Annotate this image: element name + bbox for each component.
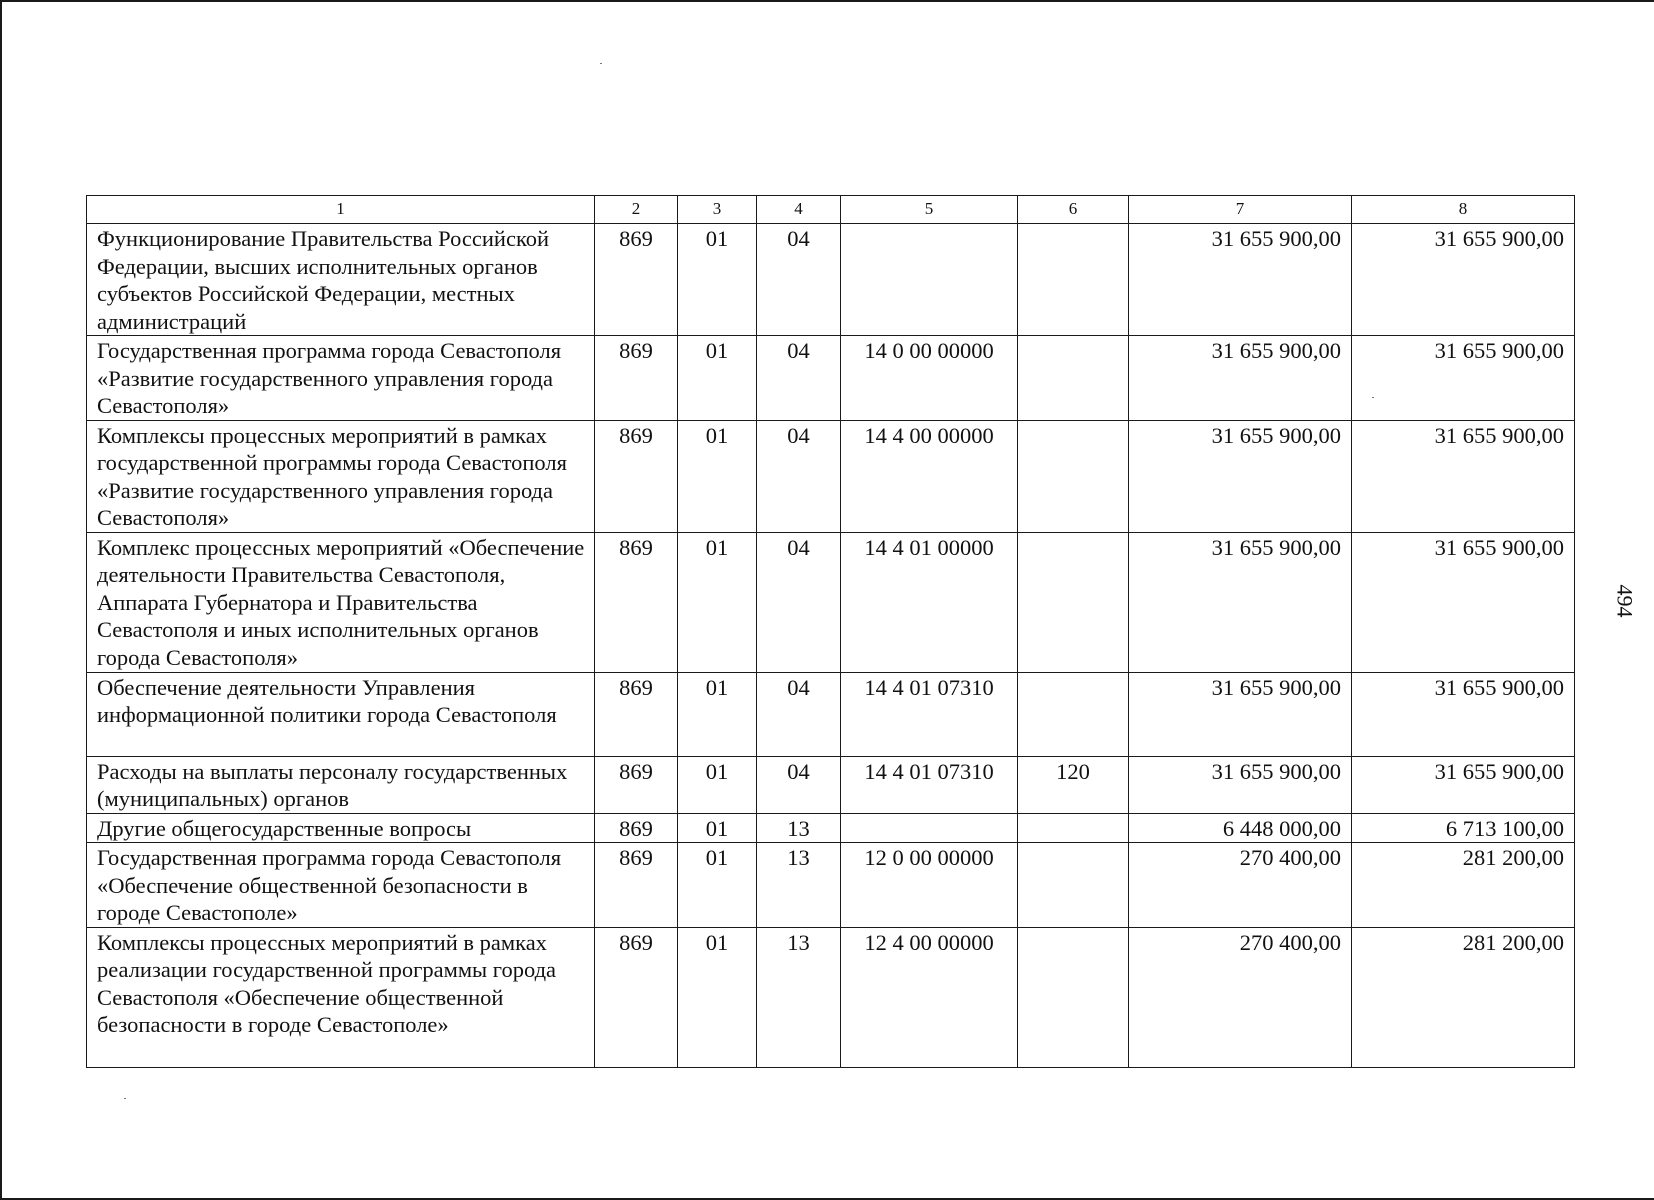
- row-col-7: 6 448 000,00: [1129, 813, 1352, 843]
- row-col-2: 869: [595, 927, 678, 1067]
- table-row: [87, 336, 1575, 421]
- row-col-4: 13: [757, 843, 841, 928]
- row-col-7: 270 400,00: [1129, 927, 1352, 1067]
- row-col-6: [1018, 672, 1129, 756]
- row-col-4: 04: [757, 532, 841, 672]
- row-col-7: 270 400,00: [1129, 843, 1352, 928]
- row-col-2: 869: [595, 224, 678, 336]
- budget-table: [86, 195, 1575, 1068]
- row-col-8: 31 655 900,00: [1352, 420, 1575, 532]
- row-col-3: 01: [678, 336, 757, 421]
- row-col-3: 01: [678, 813, 757, 843]
- row-col-3: 01: [678, 420, 757, 532]
- row-name: Расходы на выплаты персоналу государственных (муниципальных) органов: [87, 756, 595, 813]
- row-col-5: 14 4 01 07310: [841, 756, 1018, 813]
- header-cell-2: 2: [595, 196, 678, 224]
- row-col-4: 13: [757, 927, 841, 1067]
- row-col-7: 31 655 900,00: [1129, 420, 1352, 532]
- row-col-4: 04: [757, 756, 841, 813]
- row-col-4: 04: [757, 420, 841, 532]
- table-row: [87, 532, 1575, 672]
- table-row: [87, 756, 1575, 813]
- row-col-2: 869: [595, 843, 678, 928]
- page-number: 494: [1612, 584, 1638, 618]
- row-col-8: 31 655 900,00: [1352, 756, 1575, 813]
- row-col-5: [841, 224, 1018, 336]
- row-col-4: 04: [757, 672, 841, 756]
- header-cell-6: 6: [1018, 196, 1129, 224]
- row-col-5: [841, 813, 1018, 843]
- row-name: Комплексы процессных мероприятий в рамках государственной программы города Севастополя «Развитие государственного управления города Севастополя»: [87, 420, 595, 532]
- header-row: [87, 196, 1575, 224]
- row-col-6: [1018, 927, 1129, 1067]
- row-name: Комплексы процессных мероприятий в рамках реализации государственной программы города Севастополя «Обеспечение общественной безопасности в городе Севастополе»: [87, 927, 595, 1067]
- header-cell-3: 3: [678, 196, 757, 224]
- row-col-2: 869: [595, 813, 678, 843]
- row-name: Функционирование Правительства Российской Федерации, высших исполнительных органов субъектов Российской Федерации, местных администраций: [87, 224, 595, 336]
- scan-speck: [124, 1098, 126, 1099]
- row-col-6: [1018, 843, 1129, 928]
- row-col-7: 31 655 900,00: [1129, 532, 1352, 672]
- table-row: [87, 420, 1575, 532]
- table-row: [87, 224, 1575, 336]
- row-col-5: 14 4 00 00000: [841, 420, 1018, 532]
- scan-speck: [600, 63, 602, 64]
- row-col-3: 01: [678, 756, 757, 813]
- row-name: Государственная программа города Севастополя «Обеспечение общественной безопасности в городе Севастополе»: [87, 843, 595, 928]
- row-col-8: 31 655 900,00: [1352, 224, 1575, 336]
- row-col-8: 31 655 900,00: [1352, 532, 1575, 672]
- row-col-3: 01: [678, 532, 757, 672]
- row-col-3: 01: [678, 224, 757, 336]
- row-col-4: 04: [757, 336, 841, 421]
- row-col-5: 12 4 00 00000: [841, 927, 1018, 1067]
- row-col-2: 869: [595, 532, 678, 672]
- row-col-5: 14 0 00 00000: [841, 336, 1018, 421]
- header-cell-8: 8: [1352, 196, 1575, 224]
- row-col-3: 01: [678, 672, 757, 756]
- row-col-7: 31 655 900,00: [1129, 672, 1352, 756]
- row-name: Государственная программа города Севастополя «Развитие государственного управления города Севастополя»: [87, 336, 595, 421]
- row-col-6: [1018, 224, 1129, 336]
- row-col-2: 869: [595, 336, 678, 421]
- header-cell-5: 5: [841, 196, 1018, 224]
- row-col-5: 14 4 01 00000: [841, 532, 1018, 672]
- table-row: [87, 843, 1575, 928]
- row-col-7: 31 655 900,00: [1129, 756, 1352, 813]
- row-col-3: 01: [678, 927, 757, 1067]
- header-cell-1: 1: [87, 196, 595, 224]
- row-col-5: 12 0 00 00000: [841, 843, 1018, 928]
- row-col-7: 31 655 900,00: [1129, 336, 1352, 421]
- header-cell-7: 7: [1129, 196, 1352, 224]
- row-col-2: 869: [595, 756, 678, 813]
- header-cell-4: 4: [757, 196, 841, 224]
- row-name: Комплекс процессных мероприятий «Обеспечение деятельности Правительства Севастополя, Аппарата Губернатора и Правительства Севастополя и иных исполнительных органов города Севастополя»: [87, 532, 595, 672]
- row-col-8: 6 713 100,00: [1352, 813, 1575, 843]
- row-col-6: [1018, 336, 1129, 421]
- table-row: [87, 813, 1575, 843]
- row-name: Обеспечение деятельности Управления информационной политики города Севастополя: [87, 672, 595, 756]
- row-col-6: [1018, 532, 1129, 672]
- row-col-8: 281 200,00: [1352, 927, 1575, 1067]
- table-row: [87, 672, 1575, 756]
- row-col-2: 869: [595, 420, 678, 532]
- table-row: [87, 927, 1575, 1067]
- row-col-4: 13: [757, 813, 841, 843]
- row-col-6: [1018, 813, 1129, 843]
- row-col-8: 281 200,00: [1352, 843, 1575, 928]
- row-col-6: [1018, 420, 1129, 532]
- row-col-3: 01: [678, 843, 757, 928]
- row-col-8: 31 655 900,00: [1352, 672, 1575, 756]
- row-col-6: 120: [1018, 756, 1129, 813]
- row-name: Другие общегосударственные вопросы: [87, 813, 595, 843]
- row-col-8: 31 655 900,00: [1352, 336, 1575, 421]
- row-col-7: 31 655 900,00: [1129, 224, 1352, 336]
- row-col-2: 869: [595, 672, 678, 756]
- row-col-5: 14 4 01 07310: [841, 672, 1018, 756]
- row-col-4: 04: [757, 224, 841, 336]
